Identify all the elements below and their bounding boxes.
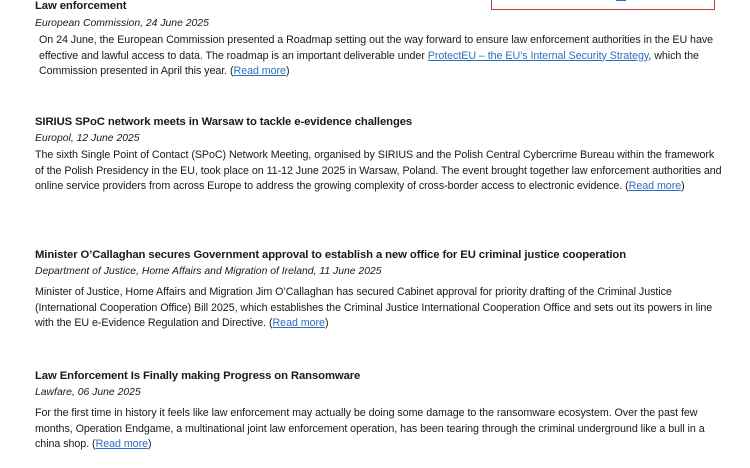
article-source: Europol, 12 June 2025 (35, 133, 140, 144)
news-article (35, 369, 725, 453)
article-body-text: For the first time in history it feels like law enforcement may actually be doing some damage to the ransomware ecosystem. Over the past few months, Operation Endgame, a multinational joint law enforcement operation, has been tearing through the criminal underground like a bull in a china shop. (35, 407, 705, 450)
article-title: Law Enforcement Is Finally making Progress on Ransomware (35, 370, 361, 382)
read-more: (Read more) (92, 438, 152, 450)
read-more-link[interactable]: Read more (628, 180, 682, 192)
article-body-text: Minister of Justice, Home Affairs and Migration Jim O’Callaghan has secured Cabinet approval for priority drafting of the Criminal Justice (International Cooperation Office) Bill 2025, which establishes the Criminal Justice International Cooperation Office and sets out its powers in line with the EU e-Evidence Regulation and Directive. (35, 286, 713, 329)
news-article (35, 248, 725, 332)
article-body (35, 285, 725, 332)
protecteu-strategy-link[interactable]: ProtectEU – the EU’s Internal Security Strategy (427, 49, 649, 62)
article-title: Law enforcement (35, 0, 127, 12)
read-more-link[interactable]: Read more (272, 317, 325, 329)
article-source: European Commission, 24 June 2025 (35, 18, 209, 29)
news-article (35, 0, 725, 80)
read-more: (Read more) (625, 180, 685, 192)
article-body (35, 148, 725, 195)
read-more: (Read more) (269, 317, 329, 329)
article-body (35, 33, 725, 80)
read-more: (Read more) (230, 65, 290, 77)
read-more-link[interactable]: Read more (233, 65, 286, 77)
article-title: SIRIUS SPoC network meets in Warsaw to tackle e-evidence challenges (35, 116, 413, 128)
read-more-link[interactable]: Read more (95, 438, 148, 450)
article-source: Department of Justice, Home Affairs and Migration of Ireland, 11 June 2025 (35, 266, 382, 277)
article-source: Lawfare, 06 June 2025 (35, 387, 141, 398)
news-article (35, 115, 725, 195)
article-body-text: On 24 June, the European Commission presented a Roadmap setting out the way forward to ensure law enforcement authorities in the EU have effective and lawful access to data. The roadmap is an important deliverable under (39, 34, 714, 62)
article-body (35, 406, 725, 453)
article-body-text: The sixth Single Point of Contact (SPoC) Network Meeting, organised by SIRIUS and the Polish Central Cybercrime Bureau within the framework of the Polish Presidency in the EU, took place on 11-12 June 2025 in Warsaw, Poland. The event brought together law enforcement authorities and online service providers from across Europe to address the growing complexity of cross-border access to electronic evidence. (35, 149, 722, 192)
article-title: Minister O’Callaghan secures Government approval to establish a new office for EU criminal justice cooperation (35, 249, 627, 261)
article-body-text-end: , which the Commission presented in April this year. (39, 49, 699, 77)
